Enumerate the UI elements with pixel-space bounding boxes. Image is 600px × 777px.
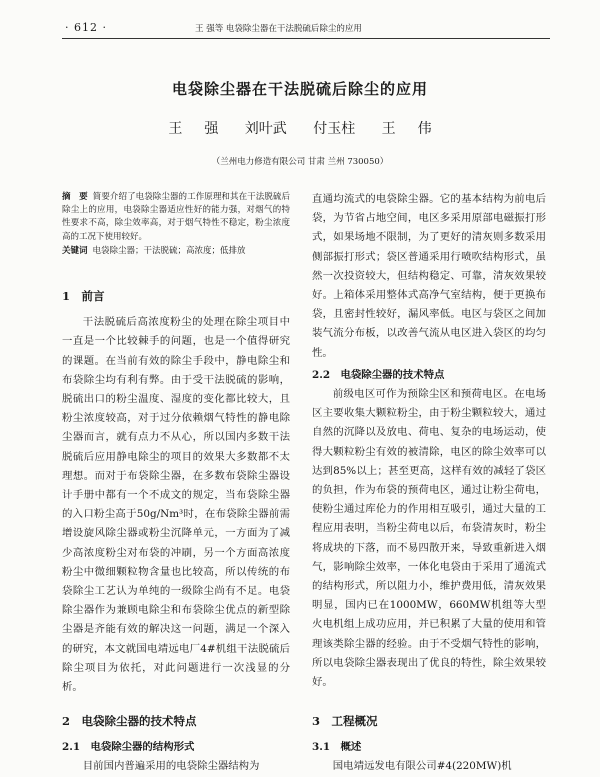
subsection-heading: 3.1 概述 <box>312 741 362 754</box>
subsection-heading: 2.2 电袋除尘器的技术特点 <box>312 368 445 381</box>
author-name: 王 <box>381 121 396 137</box>
running-header <box>0 21 600 39</box>
abstract-label: 摘 要 <box>62 192 88 202</box>
section-2-continued <box>312 190 546 692</box>
running-title: 王 强等 电袋除尘器在干法脱硫后除尘的应用 <box>195 24 362 34</box>
author-name: 强 <box>204 121 219 137</box>
author-name: 付玉柱 <box>313 121 356 137</box>
paragraph: 直通均流式的电袋除尘器。它的基本结构为前电后袋，为节省占地空间，电区多采用原部电磁振打形式，如果场地不限制，为了更好的清灰则多数采用侧部振打形式；袋区普通采用行喷吹结构形式，虽然一次投资较大，但结构稳定、可靠，清灰效果较好。上箱体采用整体式高净气室结构，便于更换布袋，且密封性较好，漏风率低。电区与袋区之间加装气流分布板，以改善气流从电区进入袋区的均匀性。 <box>312 193 546 359</box>
paragraph: 干法脱硫后高浓度粉尘的处理在除尘项目中一直是一个比较棘手的问题，也是一个值得研究的课题。在当前有效的除尘手段中，静电除尘和布袋除尘均有利有弊。由于受干法脱硫的影响，脱硫出口的粉尘温度、湿度的变化都比较大，且粉尘浓度较高，对于过分依赖烟气特性的静电除尘器而言，就有点力不从心，所以国内多数干法脱硫后应用静电除尘的项目的效果大多数都不太理想。而对于布袋除尘器，在多数布袋除尘器设计手册中都有一个不成文的规定，当布袋除尘器的入口粉尘高于50g/Nm³时，在布袋除尘器前需增设旋风除尘器或粉尘沉降单元，一方面为了减少高浓度粉尘对布袋的冲刷，另一个方面高浓度粉尘中微细颗粒物含量也比较高，所以传统的布袋除尘工艺认为单纯的一级除尘尚有不足。电袋除尘器作为兼顾电除尘和布袋除尘优点的新型除尘器是齐能有效的解决这一问题，满足一个深入的研究，本文就国电靖远电厂4#机组干法脱硫后除尘项目为依托，对此问题进行一次浅显的分析。 <box>62 316 290 694</box>
section-2 <box>62 712 290 777</box>
section-heading: 2 电袋除尘器的技术特点 <box>62 714 197 728</box>
header-rule <box>62 38 550 39</box>
keywords-text: 电袋除尘器；干法脱硫；高浓度；低排放 <box>92 245 246 256</box>
author-list <box>0 118 600 138</box>
keywords-label: 关键词 <box>62 245 88 256</box>
keywords-line <box>62 245 290 258</box>
author-name: 王 <box>168 121 183 137</box>
section-3 <box>312 712 546 777</box>
paragraph: 前级电区可作为预除尘区和预荷电区。在电场区主要收集大颗粒粉尘，由于粉尘颗粒较大，通过自然的沉降以及放电、荷电、复杂的电场运动，使得大颗粒粉尘有效的被清除，电区的除尘效率可以达到85%以上；甚至更高，这样有效的减轻了袋区的负担，作为布袋的预荷电区，通过让粉尘荷电，使粉尘通过库伦力的作用相互吸引，通过大量的工程应用表明，当粉尘荷电以后，布袋清灰时，粉尘将成块的下落，而不易四散开来，导致重新进入烟气，影响除尘效率，一体化电袋由于采用了通流式的结构形式，所以阻力小，维护费用低，清灰效果明显，国内已在1000MW，660MW机组等大型火电机组上成功应用，并已积累了大量的使用和管理该类除尘器的经验。由于不受烟气特性的影响，所以电袋除尘器表现出了优良的特性，除尘效果较好。 <box>312 388 546 689</box>
paragraph: 国电靖远发电有限公司#4(220MW)机 <box>332 760 512 773</box>
page-number: · 612 · <box>65 21 107 34</box>
section-heading: 1 前言 <box>62 289 105 303</box>
abstract-text: 简要介绍了电袋除尘器的工作原理和其在干法脱硫后除尘上的应用，电袋除尘器适应性好的能力强，对烟气的特性要求不高，除尘效率高，对于烟气特性不稳定，粉尘浓度高的工况下使用较好。 <box>62 192 290 242</box>
section-1 <box>62 287 290 697</box>
abstract-block <box>62 191 290 258</box>
author-name: 伟 <box>417 121 432 137</box>
section-heading: 3 工程概况 <box>312 714 378 728</box>
affiliation: （兰州电力修造有限公司 甘肃 兰州 730050） <box>211 157 389 167</box>
subsection-heading: 2.1 电袋除尘器的结构形式 <box>62 741 195 754</box>
article-title: 电袋除尘器在干法脱硫后除尘的应用 <box>171 80 428 98</box>
author-name: 刘叶武 <box>244 121 287 137</box>
paragraph-start: 目前国内普遍采用的电袋除尘器结构为 <box>82 760 260 773</box>
